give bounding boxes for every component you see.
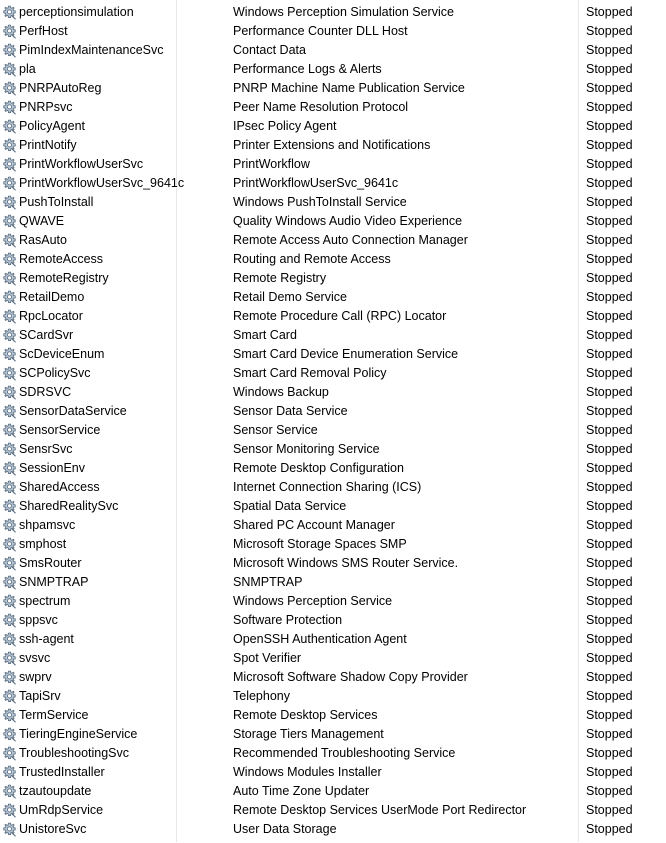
service-row[interactable]: [0, 250, 666, 269]
gear-icon: [2, 518, 17, 533]
service-name: SharedRealitySvc: [19, 499, 119, 513]
gear-icon: [2, 442, 17, 457]
service-status: Stopped: [586, 233, 633, 247]
service-display-name: Quality Windows Audio Video Experience: [233, 214, 463, 228]
service-name: SensorDataService: [19, 404, 127, 418]
service-display-name: Routing and Remote Access: [233, 252, 391, 266]
service-name: RetailDemo: [19, 290, 85, 304]
service-status: Stopped: [586, 632, 633, 646]
service-status: Stopped: [586, 822, 633, 836]
gear-icon: [2, 689, 17, 704]
service-display-name: Remote Registry: [233, 271, 327, 285]
service-status: Stopped: [586, 461, 633, 475]
service-row[interactable]: [0, 801, 666, 820]
gear-icon: [2, 556, 17, 571]
gear-icon: [2, 803, 17, 818]
service-row[interactable]: [0, 402, 666, 421]
service-status: Stopped: [586, 499, 633, 513]
service-name: shpamsvc: [19, 518, 76, 532]
service-display-name: Windows Modules Installer: [233, 765, 382, 779]
service-display-name: Windows Perception Service: [233, 594, 393, 608]
service-display-name: Sensor Data Service: [233, 404, 348, 418]
service-status: Stopped: [586, 195, 633, 209]
services-list: [0, 3, 666, 839]
gear-icon: [2, 138, 17, 153]
service-status: Stopped: [586, 746, 633, 760]
service-display-name: Sensor Service: [233, 423, 318, 437]
gear-icon: [2, 594, 17, 609]
gear-icon: [2, 252, 17, 267]
service-status: Stopped: [586, 404, 633, 418]
service-display-name: Storage Tiers Management: [233, 727, 384, 741]
service-status: Stopped: [586, 43, 633, 57]
service-row[interactable]: [0, 345, 666, 364]
gear-icon: [2, 480, 17, 495]
service-status: Stopped: [586, 765, 633, 779]
service-status: Stopped: [586, 138, 633, 152]
service-row[interactable]: [0, 535, 666, 554]
service-status: Stopped: [586, 157, 633, 171]
service-row[interactable]: [0, 79, 666, 98]
service-row[interactable]: [0, 592, 666, 611]
gear-icon: [2, 119, 17, 134]
service-row[interactable]: [0, 725, 666, 744]
service-display-name: Software Protection: [233, 613, 343, 627]
service-display-name: Spot Verifier: [233, 651, 302, 665]
service-row[interactable]: [0, 288, 666, 307]
gear-icon: [2, 423, 17, 438]
service-display-name: Internet Connection Sharing (ICS): [233, 480, 422, 494]
service-display-name: Sensor Monitoring Service: [233, 442, 380, 456]
service-display-name: Contact Data: [233, 43, 306, 57]
service-display-name: PrintWorkflowUserSvc_9641c: [233, 176, 399, 190]
service-name: TieringEngineService: [19, 727, 138, 741]
service-name: PrintWorkflowUserSvc_9641c: [19, 176, 185, 190]
service-row[interactable]: [0, 3, 666, 22]
service-row[interactable]: [0, 22, 666, 41]
service-name: spectrum: [19, 594, 71, 608]
service-status: Stopped: [586, 119, 633, 133]
service-display-name: Recommended Troubleshooting Service: [233, 746, 456, 760]
service-display-name: Printer Extensions and Notifications: [233, 138, 431, 152]
gear-icon: [2, 290, 17, 305]
gear-icon: [2, 366, 17, 381]
gear-icon: [2, 670, 17, 685]
service-name: RemoteAccess: [19, 252, 104, 266]
gear-icon: [2, 214, 17, 229]
service-row[interactable]: [0, 782, 666, 801]
gear-icon: [2, 81, 17, 96]
service-row[interactable]: [0, 364, 666, 383]
service-name: TermService: [19, 708, 89, 722]
service-display-name: Microsoft Windows SMS Router Service.: [233, 556, 459, 570]
service-row[interactable]: [0, 174, 666, 193]
service-name: PNRPAutoReg: [19, 81, 102, 95]
service-display-name: Telephony: [233, 689, 290, 703]
service-status: Stopped: [586, 708, 633, 722]
gear-icon: [2, 727, 17, 742]
service-display-name: Performance Counter DLL Host: [233, 24, 408, 38]
service-row[interactable]: [0, 611, 666, 630]
gear-icon: [2, 746, 17, 761]
service-name: SDRSVC: [19, 385, 72, 399]
service-row[interactable]: [0, 706, 666, 725]
service-name: PerfHost: [19, 24, 68, 38]
gear-icon: [2, 651, 17, 666]
service-display-name: IPsec Policy Agent: [233, 119, 337, 133]
service-name: SCardSvr: [19, 328, 74, 342]
service-row[interactable]: [0, 269, 666, 288]
service-row[interactable]: [0, 744, 666, 763]
service-status: Stopped: [586, 62, 633, 76]
service-row[interactable]: [0, 155, 666, 174]
service-row[interactable]: [0, 136, 666, 155]
service-name: SCPolicySvc: [19, 366, 91, 380]
service-name: QWAVE: [19, 214, 65, 228]
service-row[interactable]: [0, 459, 666, 478]
service-name: pla: [19, 62, 36, 76]
gear-icon: [2, 537, 17, 552]
service-name: SensrSvc: [19, 442, 73, 456]
service-name: SmsRouter: [19, 556, 82, 570]
service-display-name: Remote Desktop Configuration: [233, 461, 404, 475]
gear-icon: [2, 100, 17, 115]
service-status: Stopped: [586, 385, 633, 399]
service-status: Stopped: [586, 271, 633, 285]
service-name: RemoteRegistry: [19, 271, 109, 285]
service-name: UmRdpService: [19, 803, 104, 817]
service-name: PrintWorkflowUserSvc: [19, 157, 144, 171]
service-name: PushToInstall: [19, 195, 94, 209]
service-display-name: Performance Logs & Alerts: [233, 62, 382, 76]
service-status: Stopped: [586, 214, 633, 228]
service-name: ssh-agent: [19, 632, 74, 646]
service-display-name: Remote Procedure Call (RPC) Locator: [233, 309, 447, 323]
gear-icon: [2, 271, 17, 286]
service-row[interactable]: [0, 193, 666, 212]
service-name: PimIndexMaintenanceSvc: [19, 43, 164, 57]
service-display-name: Remote Desktop Services: [233, 708, 378, 722]
service-display-name: Peer Name Resolution Protocol: [233, 100, 409, 114]
service-name: sppsvc: [19, 613, 58, 627]
service-display-name: Remote Access Auto Connection Manager: [233, 233, 468, 247]
service-name: SensorService: [19, 423, 101, 437]
gear-icon: [2, 195, 17, 210]
service-status: Stopped: [586, 537, 633, 551]
service-row[interactable]: [0, 383, 666, 402]
gear-icon: [2, 233, 17, 248]
service-status: Stopped: [586, 689, 633, 703]
service-status: Stopped: [586, 556, 633, 570]
service-status: Stopped: [586, 328, 633, 342]
service-name: swprv: [19, 670, 52, 684]
service-name: svsvc: [19, 651, 51, 665]
service-name: TroubleshootingSvc: [19, 746, 130, 760]
gear-icon: [2, 404, 17, 419]
service-display-name: OpenSSH Authentication Agent: [233, 632, 407, 646]
service-name: SNMPTRAP: [19, 575, 89, 589]
service-row[interactable]: [0, 117, 666, 136]
service-status: Stopped: [586, 176, 633, 190]
service-display-name: Windows PushToInstall Service: [233, 195, 407, 209]
service-display-name: Smart Card: [233, 328, 297, 342]
gear-icon: [2, 822, 17, 837]
service-status: Stopped: [586, 651, 633, 665]
gear-icon: [2, 5, 17, 20]
gear-icon: [2, 613, 17, 628]
service-name: ScDeviceEnum: [19, 347, 105, 361]
service-row[interactable]: [0, 478, 666, 497]
service-row[interactable]: [0, 820, 666, 839]
service-display-name: Shared PC Account Manager: [233, 518, 395, 532]
gear-icon: [2, 632, 17, 647]
service-row[interactable]: [0, 307, 666, 326]
service-row[interactable]: [0, 231, 666, 250]
service-row[interactable]: [0, 630, 666, 649]
service-row[interactable]: [0, 763, 666, 782]
service-display-name: Retail Demo Service: [233, 290, 347, 304]
service-display-name: Remote Desktop Services UserMode Port Redirector: [233, 803, 527, 817]
service-status: Stopped: [586, 5, 633, 19]
service-display-name: Spatial Data Service: [233, 499, 347, 513]
service-status: Stopped: [586, 670, 633, 684]
service-status: Stopped: [586, 366, 633, 380]
service-row[interactable]: [0, 573, 666, 592]
gear-icon: [2, 309, 17, 324]
service-name: RasAuto: [19, 233, 67, 247]
gear-icon: [2, 784, 17, 799]
gear-icon: [2, 157, 17, 172]
service-row[interactable]: [0, 326, 666, 345]
service-row[interactable]: [0, 212, 666, 231]
service-status: Stopped: [586, 613, 633, 627]
service-status: Stopped: [586, 442, 633, 456]
gear-icon: [2, 765, 17, 780]
service-status: Stopped: [586, 24, 633, 38]
service-display-name: Windows Backup: [233, 385, 329, 399]
service-row[interactable]: [0, 421, 666, 440]
gear-icon: [2, 499, 17, 514]
gear-icon: [2, 708, 17, 723]
service-row[interactable]: [0, 41, 666, 60]
gear-icon: [2, 575, 17, 590]
service-display-name: Smart Card Removal Policy: [233, 366, 387, 380]
service-status: Stopped: [586, 727, 633, 741]
service-display-name: PNRP Machine Name Publication Service: [233, 81, 465, 95]
service-row[interactable]: [0, 687, 666, 706]
service-row[interactable]: [0, 668, 666, 687]
service-status: Stopped: [586, 480, 633, 494]
service-display-name: User Data Storage: [233, 822, 337, 836]
service-display-name: Auto Time Zone Updater: [233, 784, 370, 798]
service-name: tzautoupdate: [19, 784, 92, 798]
service-status: Stopped: [586, 252, 633, 266]
service-status: Stopped: [586, 81, 633, 95]
gear-icon: [2, 62, 17, 77]
gear-icon: [2, 328, 17, 343]
service-display-name: SNMPTRAP: [233, 575, 303, 589]
service-status: Stopped: [586, 347, 633, 361]
service-name: PNRPsvc: [19, 100, 73, 114]
service-row[interactable]: [0, 60, 666, 79]
service-status: Stopped: [586, 309, 633, 323]
service-status: Stopped: [586, 594, 633, 608]
service-row[interactable]: [0, 98, 666, 117]
service-row[interactable]: [0, 497, 666, 516]
service-name: SharedAccess: [19, 480, 100, 494]
gear-icon: [2, 43, 17, 58]
service-name: SessionEnv: [19, 461, 86, 475]
service-name: TapiSrv: [19, 689, 61, 703]
service-name: smphost: [19, 537, 67, 551]
service-name: UnistoreSvc: [19, 822, 87, 836]
gear-icon: [2, 385, 17, 400]
service-name: perceptionsimulation: [19, 5, 134, 19]
service-status: Stopped: [586, 290, 633, 304]
service-display-name: Smart Card Device Enumeration Service: [233, 347, 459, 361]
service-display-name: Microsoft Storage Spaces SMP: [233, 537, 407, 551]
service-row[interactable]: [0, 440, 666, 459]
gear-icon: [2, 461, 17, 476]
service-status: Stopped: [586, 575, 633, 589]
service-status: Stopped: [586, 518, 633, 532]
service-status: Stopped: [586, 803, 633, 817]
service-name: PrintNotify: [19, 138, 77, 152]
gear-icon: [2, 176, 17, 191]
service-status: Stopped: [586, 784, 633, 798]
service-status: Stopped: [586, 100, 633, 114]
service-status: Stopped: [586, 423, 633, 437]
service-name: TrustedInstaller: [19, 765, 105, 779]
service-name: PolicyAgent: [19, 119, 86, 133]
service-row[interactable]: [0, 649, 666, 668]
gear-icon: [2, 24, 17, 39]
service-display-name: Windows Perception Simulation Service: [233, 5, 454, 19]
service-row[interactable]: [0, 516, 666, 535]
service-display-name: Microsoft Software Shadow Copy Provider: [233, 670, 468, 684]
service-row[interactable]: [0, 554, 666, 573]
service-display-name: PrintWorkflow: [233, 157, 310, 171]
gear-icon: [2, 347, 17, 362]
service-name: RpcLocator: [19, 309, 83, 323]
